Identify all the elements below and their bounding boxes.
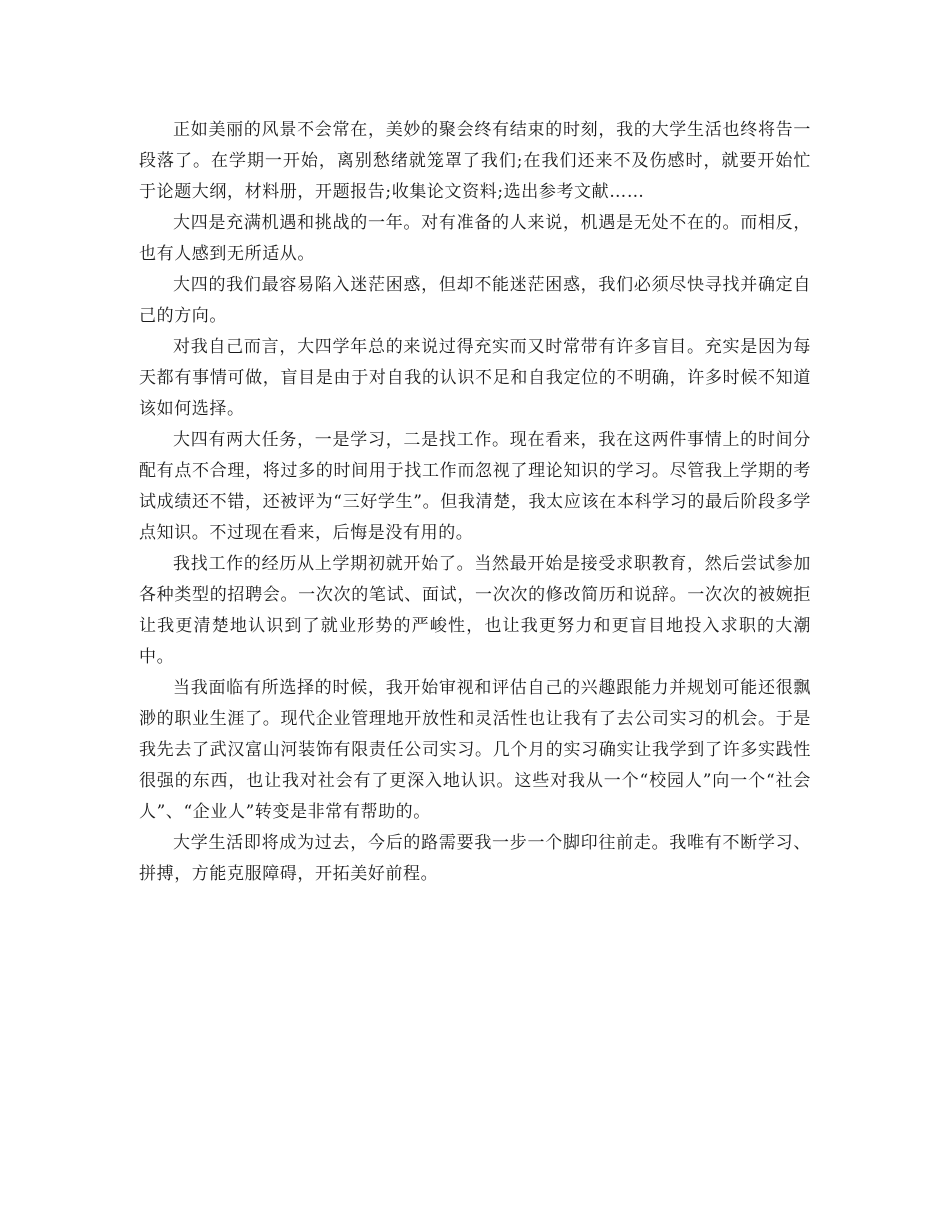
paragraph-8: 大学生活即将成为过去，今后的路需要我一步一个脚印往前走。我唯有不断学习、拼搏，方能克服障碍，开拓美好前程。 — [139, 833, 811, 884]
paragraph-2: 大四是充满机遇和挑战的一年。对有准备的人来说，机遇是无处不在的。而相反，也有人感到无所适从。 — [139, 213, 811, 264]
paragraph-3: 大四的我们最容易陷入迷茫困惑，但却不能迷茫困惑，我们必须尽快寻找并确定自己的方向。 — [139, 275, 811, 326]
paragraph-4: 对我自己而言，大四学年总的来说过得充实而又时常带有许多盲目。充实是因为每天都有事情可做，盲目是由于对自我的认识不足和自我定位的不明确，许多时候不知道该如何选择。 — [139, 337, 811, 419]
paragraph-1: 正如美丽的风景不会常在，美妙的聚会终有结束的时刻，我的大学生活也终将告一段落了。在学期一开始，离别愁绪就笼罩了我们;在我们还来不及伤感时，就要开始忙于论题大纲，材料册，开题报告;收集论文资料;选出参考文献…… — [139, 120, 811, 202]
paragraph-6: 我找工作的经历从上学期初就开始了。当然最开始是接受求职教育，然后尝试参加各种类型的招聘会。一次次的笔试、面试，一次次的修改简历和说辞。一次次的被婉拒让我更清楚地认识到了就业形势的严峻性，也让我更努力和更盲目地投入求职的大潮中。 — [139, 554, 811, 667]
document-body — [139, 115, 811, 890]
paragraph-5: 大四有两大任务，一是学习，二是找工作。现在看来，我在这两件事情上的时间分配有点不合理，将过多的时间用于找工作而忽视了理论知识的学习。尽管我上学期的考试成绩还不错，还被评为“三好学生”。但我清楚，我太应该在本科学习的最后阶段多学点知识。不过现在看来，后悔是没有用的。 — [139, 430, 811, 543]
paragraph-7: 当我面临有所选择的时候，我开始审视和评估自己的兴趣跟能力并规划可能还很飘渺的职业生涯了。现代企业管理地开放性和灵活性也让我有了去公司实习的机会。于是我先去了武汉富山河装饰有限责任公司实习。几个月的实习确实让我学到了许多实践性很强的东西，也让我对社会有了更深入地认识。这些对我从一个“校园人”向一个“社会人”、“企业人”转变是非常有帮助的。 — [139, 678, 811, 822]
